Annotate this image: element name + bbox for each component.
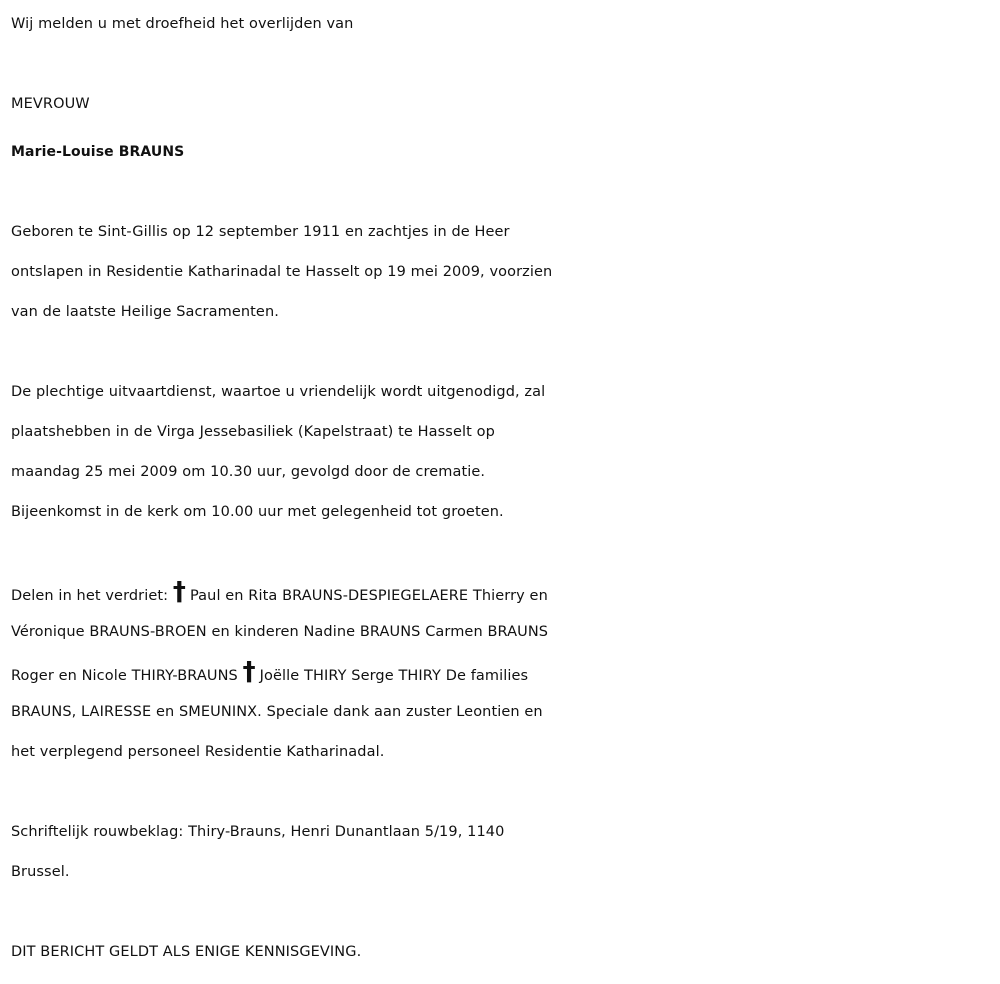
birth-line: ontslapen in Residentie Katharinadal te Hasselt op 19 mei 2009, voorzien <box>11 264 553 280</box>
spacer <box>11 892 995 932</box>
deceased-name: Marie-Louise BRAUNS <box>11 144 185 160</box>
service-line: plaatshebben in de Virga Jessebasiliek (Kapelstraat) te Hasselt op <box>11 424 495 440</box>
spacer <box>11 532 995 572</box>
mourners-text: Paul en Rita BRAUNS-DESPIEGELAERE Thierry en <box>189 588 548 604</box>
birth-line: Geboren te Sint-Gillis op 12 september 1911 en zachtjes in de Heer <box>11 224 510 240</box>
service-line: Bijeenkomst in de kerk om 10.00 uur met gelegenheid tot groeten. <box>11 504 504 520</box>
mourners-text: Joëlle THIRY Serge THIRY De families <box>259 668 529 684</box>
service-line: De plechtige uitvaartdienst, waartoe u vriendelijk wordt uitgenodigd, zal <box>11 384 546 400</box>
mourners-line: BRAUNS, LAIRESSE en SMEUNINX. Speciale dank aan zuster Leontien en <box>11 704 543 720</box>
service-line: maandag 25 mei 2009 om 10.30 uur, gevolgd door de crematie. <box>11 464 486 480</box>
honorific: MEVROUW <box>11 96 90 112</box>
spacer <box>11 124 995 132</box>
condolences-line: Schriftelijk rouwbeklag: Thiry-Brauns, Henri Dunantlaan 5/19, 1140 <box>11 824 505 840</box>
condolences-line: Brussel. <box>11 864 70 880</box>
service-paragraph <box>11 372 995 532</box>
mourners-line <box>11 572 995 612</box>
closing-statement: DIT BERICHT GELDT ALS ENIGE KENNISGEVING. <box>11 944 362 960</box>
spacer <box>11 332 995 372</box>
spacer <box>11 172 995 212</box>
mourners-prefix: Delen in het verdriet: <box>11 588 173 604</box>
mourners-line <box>11 652 995 692</box>
mourners-line: Véronique BRAUNS-BROEN en kinderen Nadine BRAUNS Carmen BRAUNS <box>11 624 549 640</box>
intro-text: Wij melden u met droefheid het overlijden van <box>11 16 354 32</box>
birth-paragraph <box>11 212 995 332</box>
obituary-notice <box>11 4 995 972</box>
cross-icon: † <box>242 657 256 687</box>
spacer <box>11 772 995 812</box>
mourners-paragraph <box>11 572 995 772</box>
mourners-line: het verplegend personeel Residentie Katharinadal. <box>11 744 385 760</box>
spacer <box>11 44 995 84</box>
mourners-text: Roger en Nicole THIRY-BRAUNS <box>11 668 243 684</box>
cross-icon: † <box>172 577 186 607</box>
birth-line: van de laatste Heilige Sacramenten. <box>11 304 279 320</box>
condolences-paragraph <box>11 812 995 892</box>
